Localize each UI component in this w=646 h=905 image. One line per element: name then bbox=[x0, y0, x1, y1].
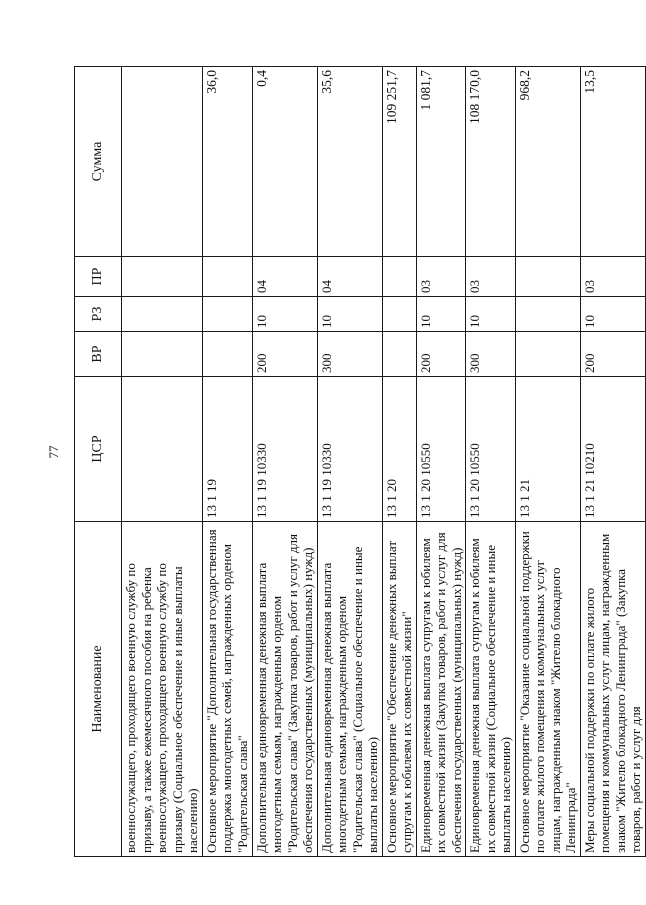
cell-vr: 300 bbox=[317, 332, 382, 377]
table-row bbox=[122, 67, 203, 857]
cell-csr: 13 1 19 10330 bbox=[252, 377, 317, 522]
cell-csr: 13 1 21 10210 bbox=[580, 377, 645, 522]
cell-pr: 03 bbox=[416, 257, 466, 297]
header-name: Наименование bbox=[75, 522, 122, 857]
cell-vr bbox=[382, 332, 416, 377]
cell-vr bbox=[122, 332, 203, 377]
cell-csr: 13 1 19 bbox=[202, 377, 252, 522]
cell-name: Основное мероприятие "Обеспечение денежных выплат супругам к юбилеям их совместной жизни" bbox=[382, 522, 416, 857]
cell-pr: 04 bbox=[317, 257, 382, 297]
header-row bbox=[75, 67, 122, 857]
cell-csr: 13 1 20 10550 bbox=[416, 377, 466, 522]
table-row bbox=[580, 67, 645, 857]
header-pr: ПР bbox=[75, 257, 122, 297]
cell-pr bbox=[382, 257, 416, 297]
page-number: 77 bbox=[46, 445, 61, 459]
cell-sum: 35,6 bbox=[317, 67, 382, 257]
cell-sum: 968,2 bbox=[515, 67, 580, 257]
cell-csr: 13 1 20 10550 bbox=[466, 377, 516, 522]
cell-pr bbox=[515, 257, 580, 297]
cell-sum: 36,0 bbox=[202, 67, 252, 257]
header-csr: ЦСР bbox=[75, 377, 122, 522]
cell-pr: 03 bbox=[466, 257, 516, 297]
cell-csr: 13 1 19 10330 bbox=[317, 377, 382, 522]
cell-name: Основное мероприятие "Дополнительная государственная поддержка многодетных семей, награжденных орденом "Родительская слава" bbox=[202, 522, 252, 857]
cell-rz: 10 bbox=[252, 297, 317, 332]
cell-vr: 300 bbox=[466, 332, 516, 377]
header-sum: Сумма bbox=[75, 67, 122, 257]
cell-name: военнослужащего, проходящего военную службу по призыву, а также ежемесячного пособия на ребенка военнослужащего, проходящего военную службу по призыву (Социальное обеспечение и иные выплаты населению) bbox=[122, 522, 203, 857]
cell-pr: 03 bbox=[580, 257, 645, 297]
budget-table bbox=[74, 66, 646, 857]
cell-sum: 0,4 bbox=[252, 67, 317, 257]
cell-sum bbox=[122, 67, 203, 257]
cell-pr bbox=[202, 257, 252, 297]
cell-vr: 200 bbox=[580, 332, 645, 377]
cell-name: Единовременная денежная выплата супругам к юбилеям их совместной жизни (Закупка товаров, работ и услуг для обеспечения государственных (муниципальных) нужд) bbox=[416, 522, 466, 857]
cell-rz: 10 bbox=[580, 297, 645, 332]
cell-name: Единовременная денежная выплата супругам к юбилеям их совместной жизни (Социальное обеспечение и иные выплаты населению) bbox=[466, 522, 516, 857]
table-row bbox=[317, 67, 382, 857]
cell-pr bbox=[122, 257, 203, 297]
cell-vr bbox=[202, 332, 252, 377]
rotated-table-container bbox=[74, 67, 643, 857]
cell-name: Дополнительная единовременная денежная выплата многодетным семьям, награжденным орденом "Родительская слава" (Закупка товаров, работ и услуг для обеспечения государственных (муниципальных) нужд) bbox=[252, 522, 317, 857]
cell-vr: 200 bbox=[416, 332, 466, 377]
cell-name: Меры социальной поддержки по оплате жилого помещения и коммунальных услуг лицам, награжденным знаком "Жителю блокадного Ленинграда" (Закупка товаров, работ и услуг для bbox=[580, 522, 645, 857]
header-vr: ВР bbox=[75, 332, 122, 377]
cell-csr: 13 1 20 bbox=[382, 377, 416, 522]
cell-rz bbox=[122, 297, 203, 332]
table-row bbox=[252, 67, 317, 857]
cell-rz bbox=[202, 297, 252, 332]
cell-csr: 13 1 21 bbox=[515, 377, 580, 522]
cell-rz: 10 bbox=[466, 297, 516, 332]
cell-sum: 1 081,7 bbox=[416, 67, 466, 257]
header-rz: РЗ bbox=[75, 297, 122, 332]
cell-name: Дополнительная единовременная денежная выплата многодетным семьям, награжденным орденом "Родительская слава" (Социальное обеспечение и иные выплаты населению) bbox=[317, 522, 382, 857]
cell-vr bbox=[515, 332, 580, 377]
cell-rz: 10 bbox=[317, 297, 382, 332]
cell-rz bbox=[515, 297, 580, 332]
cell-sum: 109 251,7 bbox=[382, 67, 416, 257]
cell-pr: 04 bbox=[252, 257, 317, 297]
cell-csr bbox=[122, 377, 203, 522]
cell-vr: 200 bbox=[252, 332, 317, 377]
table-row bbox=[416, 67, 466, 857]
table-row bbox=[202, 67, 252, 857]
table-row bbox=[515, 67, 580, 857]
table-row bbox=[382, 67, 416, 857]
cell-sum: 108 170,0 bbox=[466, 67, 516, 257]
cell-sum: 13,5 bbox=[580, 67, 645, 257]
cell-name: Основное мероприятие "Оказание социальной поддержки по оплате жилого помещения и коммунальных услуг лицам, награжденным знаком "Жителю блокадного Ленинграда" bbox=[515, 522, 580, 857]
cell-rz: 10 bbox=[416, 297, 466, 332]
table-row bbox=[466, 67, 516, 857]
cell-rz bbox=[382, 297, 416, 332]
